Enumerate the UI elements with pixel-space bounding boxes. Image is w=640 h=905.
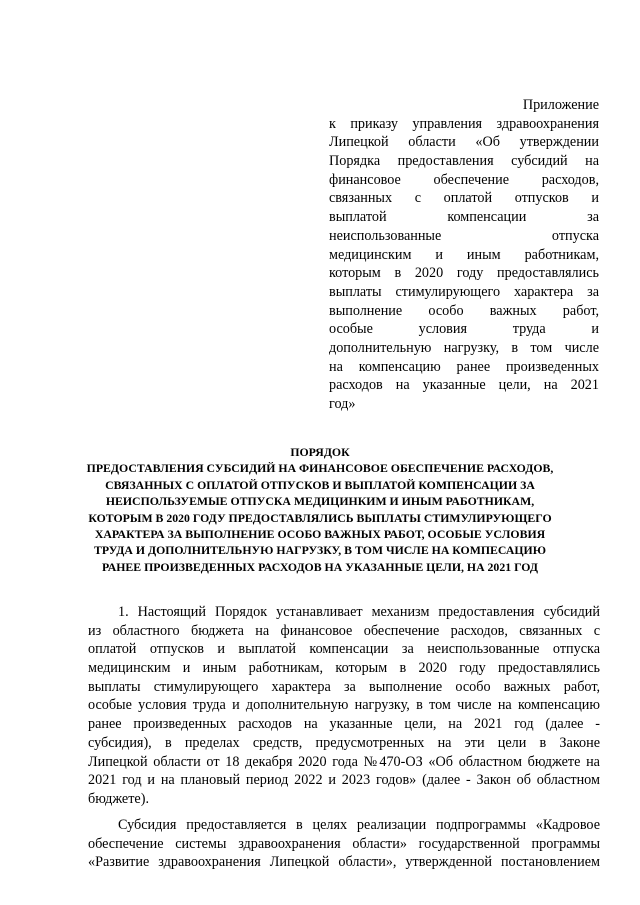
paragraph-line: оплатой отпусков и выплатой компенсации за неиспользованные отпуска — [88, 641, 600, 658]
appendix-line: к приказу управления здравоохранения — [329, 115, 599, 132]
paragraph-line: медицинским и иным работникам, которым в 2020 году предоставлялись — [88, 660, 600, 677]
appendix-line: на компенсацию ранее произведенных — [329, 358, 599, 375]
paragraph-line: 1. Настоящий Порядок устанавливает механизм предоставления субсидий — [118, 604, 600, 620]
title-line: ПРЕДОСТАВЛЕНИЯ СУБСИДИЙ НА ФИНАНСОВОЕ ОБЕСПЕЧЕНИЕ РАСХОДОВ, — [86, 461, 554, 476]
paragraph-line: ранее произведенных расходов на указанные цели, на 2021 год (далее - — [88, 716, 600, 733]
appendix-line: выплаты стимулирующего характера за — [329, 283, 599, 300]
appendix-line: медицинским и иным работникам, — [329, 246, 599, 263]
title-line: РАНЕЕ ПРОИЗВЕДЕННЫХ РАСХОДОВ НА УКАЗАННЫЕ ЦЕЛИ, НА 2021 ГОД — [102, 559, 538, 574]
paragraph-line: обеспечение системы здравоохранения области» государственной программы — [88, 835, 600, 852]
appendix-line: которым в 2020 году предоставлялись — [329, 265, 599, 282]
title-line: НЕИСПОЛЬЗУЕМЫЕ ОТПУСКА МЕДИЦИНКИМ И ИНЫМ РАБОТНИКАМ, — [105, 494, 535, 509]
paragraph-line: из областного бюджета на финансовое обеспечение расходов, связанных с — [88, 622, 600, 639]
document-title — [40, 444, 600, 575]
appendix-line: Липецкой области «Об утверждении — [329, 134, 599, 151]
appendix-line: неиспользованные отпуска — [329, 227, 599, 244]
title-line: ПОРЯДОК — [290, 445, 350, 459]
title-line: СВЯЗАННЫХ С ОПЛАТОЙ ОТПУСКОВ И ВЫПЛАТОЙ КОМПЕНСАЦИИ ЗА — [105, 477, 535, 492]
appendix-line: связанных с оплатой отпусков и — [329, 190, 599, 207]
paragraph-line: выплаты стимулирующего характера за выполнение особо важных работ, — [88, 678, 600, 695]
appendix-line: дополнительную нагрузку, в том числе — [329, 339, 599, 356]
paragraph-1 — [88, 603, 600, 809]
title-line: ТРУДА И ДОПОЛНИТЕЛЬНУЮ НАГРУЗКУ, В ТОМ ЧИСЛЕ НА КОМПЕСАЦИЮ — [94, 543, 546, 558]
appendix-line: финансовое обеспечение расходов, — [329, 171, 599, 188]
paragraph-line: субсидия), в пределах средств, предусмотренных на эти цели в Законе — [88, 734, 600, 751]
title-line: ХАРАКТЕРА ЗА ВЫПОЛНЕНИЕ ОСОБО ВАЖНЫХ РАБОТ, ОСОБЫЕ УСЛОВИЯ — [94, 526, 546, 541]
appendix-line: выплатой компенсации за — [329, 209, 599, 226]
paragraph-line: бюджете). — [88, 790, 149, 807]
appendix-line: год» — [329, 396, 356, 412]
paragraph-line: «Развитие здравоохранения Липецкой области», утвержденной постановлением — [88, 854, 600, 871]
appendix-line: Приложение — [522, 97, 599, 113]
title-line: КОТОРЫМ В 2020 ГОДУ ПРЕДОСТАВЛЯЛИСЬ ВЫПЛАТЫ СТИМУЛИРУЮЩЕГО — [88, 510, 552, 525]
paragraph-line: Субсидия предоставляется в целях реализации подпрограммы «Кадровое — [118, 817, 600, 833]
appendix-line: расходов на указанные цели, на 2021 — [329, 377, 599, 394]
paragraph-line: Липецкой области от 18 декабря 2020 года №470-ОЗ «Об областном бюджете на — [88, 753, 600, 770]
appendix-note — [329, 96, 599, 414]
appendix-line: особые условия труда и — [329, 321, 599, 338]
paragraph-2 — [88, 816, 600, 872]
appendix-line: выполнение особо важных работ, — [329, 302, 599, 319]
paragraph-line: особые условия труда и дополнительную нагрузку, в том числе на компенсацию — [88, 697, 600, 714]
appendix-line: Порядка предоставления субсидий на — [329, 153, 599, 170]
paragraph-line: 2021 год и на плановый период 2022 и 2023 годов» (далее - Закон об областном — [88, 772, 600, 789]
